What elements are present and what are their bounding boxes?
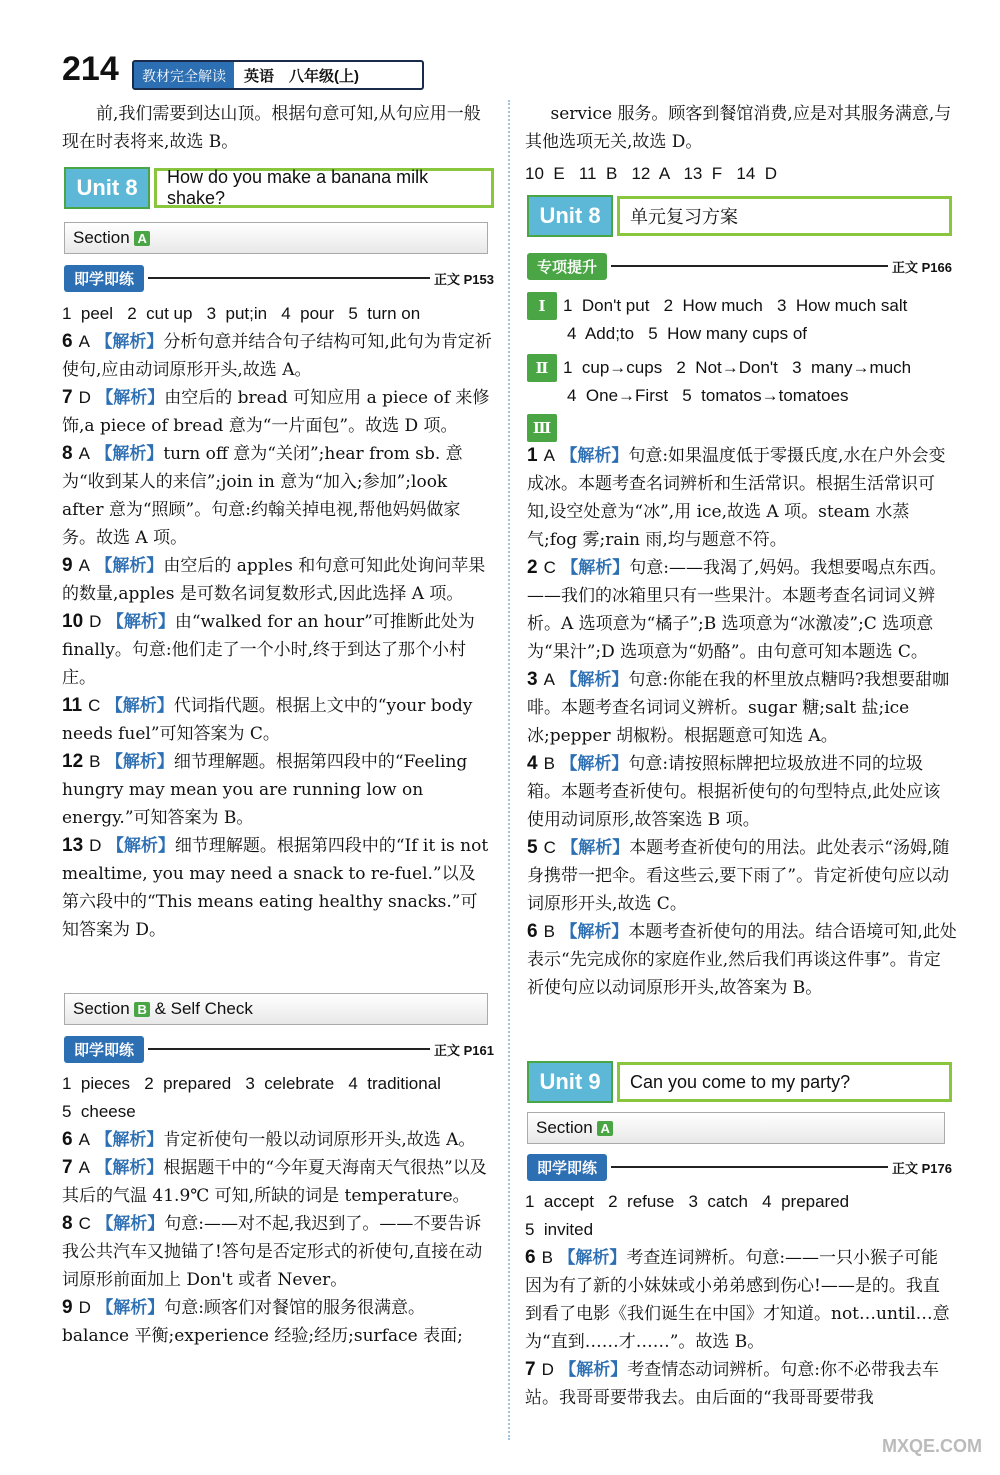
answer-item	[527, 834, 957, 918]
section-label: Section	[73, 999, 130, 1018]
right-intro-block	[525, 100, 955, 188]
item-number: 13	[62, 835, 84, 856]
item-text: 由“walked for an hour”可推断此处为 finally。句意:他们走了一个小时,终于到达了那个小村庄。	[62, 612, 475, 688]
left-column	[62, 100, 492, 156]
roman3-line	[527, 414, 957, 442]
answer-item	[62, 608, 492, 692]
item-text: 由空后的 bread 可知应用 a piece of 来修饰,a piece of bread 意为“一片面包”。故选 D 项。	[62, 388, 490, 436]
item-text: 细节理解题。根据第四段中的“If it is not mealtime, you may need a snack to re-fuel.”以及第六段中的“This means eating healthy snacks.”可知答案为 D。	[62, 836, 489, 940]
item-number: 8	[62, 1213, 73, 1234]
item-text: 句意:你能在我的杯里放点糖吗?我想要甜咖啡。本题考查名词词义辨析。sugar 糖;salt 盐;ice 冰;pepper 胡椒粉。根据题意可知选 A。	[527, 670, 950, 746]
left-answers-a	[62, 300, 492, 944]
page-number: 214	[62, 50, 119, 88]
item-number: 12	[62, 751, 84, 772]
practice-a-bar	[64, 265, 494, 291]
analysis-tag: 【解析】	[95, 444, 164, 463]
unit9-badge: Unit 9	[527, 1061, 613, 1103]
section-letter: A	[597, 1121, 612, 1136]
practice-b-bar	[64, 1036, 494, 1062]
analysis-tag: 【解析】	[95, 1130, 164, 1149]
item-answer: A	[78, 1158, 90, 1177]
item-text: 本题考查祈使句的用法。结合语境可知,此处表示“先完成你的家庭作业,然后我们再谈这件事”。肯定祈使句应以动词原形开头,故答案为 B。	[527, 922, 957, 998]
item-answer: C	[543, 558, 556, 577]
item-number: 9	[62, 555, 73, 576]
item-answer: C	[78, 1214, 91, 1233]
answer-item	[527, 750, 957, 834]
item-number: 2	[527, 557, 538, 578]
answer-item	[527, 554, 957, 666]
unit8-header	[64, 168, 494, 208]
analysis-tag: 【解析】	[96, 1298, 165, 1317]
answer-item	[62, 748, 492, 832]
item-text: 句意:顾客们对餐馆的服务很满意。balance 平衡;experience 经验;经历;surface 表面;	[62, 1298, 463, 1346]
item-answer: D	[541, 1360, 554, 1379]
item-number: 8	[62, 443, 73, 464]
left-intro: 前,我们需要到达山顶。根据句意可知,从句应用一般现在时表将来,故选 B。	[62, 104, 481, 152]
answer-item	[525, 1356, 955, 1412]
item-number: 6	[62, 1129, 73, 1150]
section-letter: B	[134, 1002, 149, 1017]
answer-item	[62, 692, 492, 748]
analysis-tag: 【解析】	[559, 1360, 628, 1379]
series-label: 教材完全解读	[134, 62, 234, 88]
item-answer: B	[543, 922, 555, 941]
special-ref: 正文 P166	[892, 259, 952, 275]
item-answer: B	[543, 754, 555, 773]
item-answer: A	[543, 670, 555, 689]
roman2-line1: Ⅱ 1 cup→cups 2 Not→Don't 3 many→much	[527, 354, 957, 382]
answer-item	[62, 552, 492, 608]
item-text: 分析句意并结合句子结构可知,此句为肯定祈使句,应由动词原形开头,故选 A。	[62, 332, 492, 380]
section-letter: A	[134, 231, 149, 246]
item-text: 考查情态动词辨析。句意:你不必带我去车站。我哥哥要带我去。由后面的“我哥哥要带我	[525, 1360, 939, 1408]
item-number: 10	[62, 611, 84, 632]
section-label: Section	[73, 228, 130, 247]
roman-mark: Ⅰ	[527, 292, 557, 320]
watermark: MXQE.COM	[881, 1436, 982, 1456]
analysis-tag: 【解析】	[105, 696, 174, 715]
unit9-title: Can you come to my party?	[617, 1062, 952, 1102]
analysis-tag: 【解析】	[560, 754, 629, 773]
practice-ref: 正文 P161	[434, 1042, 494, 1058]
answer-item	[62, 328, 492, 384]
roman-mark: Ⅱ	[527, 354, 557, 382]
practice-line	[148, 1048, 430, 1050]
practice-label: 即学即练	[527, 1154, 607, 1181]
analysis-tag: 【解析】	[95, 1158, 164, 1177]
analysis-tag: 【解析】	[106, 836, 175, 855]
item-answer: C	[543, 838, 556, 857]
item-text: 句意:请按照标牌把垃圾放进不同的垃圾箱。本题考查祈使句。根据祈使句的句型特点,此处应该使用动词原形,故答案选 B 项。	[527, 754, 941, 830]
answers-line: 5 cheese	[62, 1102, 136, 1121]
answers-line: 5 invited	[525, 1220, 594, 1239]
item-answer: A	[543, 446, 555, 465]
answers-line: 1 peel 2 cut up 3 put;in 4 pour 5 turn on	[62, 304, 421, 323]
item-text: 本题考查祈使句的用法。此处表示“汤姆,随身携带一把伞。看这些云,要下雨了”。肯定祈使句应以动词原形开头,故选 C。	[527, 838, 950, 914]
answer-item	[62, 1294, 492, 1350]
practice-label: 即学即练	[64, 1036, 144, 1063]
column-divider	[508, 100, 510, 1440]
item-number: 9	[62, 1297, 73, 1318]
item-number: 11	[62, 695, 83, 716]
unit8-title: How do you make a banana milk shake?	[154, 168, 494, 208]
item-text: 肯定祈使句一般以动词原形开头,故选 A。	[163, 1130, 476, 1150]
unit8-review-header	[527, 196, 952, 236]
item-text: 句意:如果温度低于零摄氏度,水在户外会变成冰。本题考查名词辨析和生活常识。根据生活常识可知,设空处意为“冰”,用 ice,故选 A 项。steam 水蒸气;fog 雾;rain 雨,均与题意不符。	[527, 446, 946, 550]
item-answer: D	[78, 1298, 91, 1317]
answer-item	[62, 440, 492, 552]
practice-ref: 正文 P153	[434, 271, 494, 287]
unit8-review-title: 单元复习方案	[617, 196, 952, 236]
special-label: 专项提升	[527, 253, 607, 280]
roman1-line2: 4 Add;to 5 How many cups of	[567, 324, 808, 343]
right-roman	[527, 292, 957, 1002]
unit8-badge: Unit 8	[527, 195, 613, 237]
item-answer: A	[78, 444, 90, 463]
right-intro: service 服务。顾客到餐馆消费,应是对其服务满意,与其他选项无关,故选 D。	[525, 104, 952, 152]
item-text: 根据题干中的“今年夏天海南天气很热”以及其后的气温 41.9℃ 可知,所缺的词是 temperature。	[62, 1158, 487, 1206]
section-label: Section	[536, 1118, 593, 1137]
item-number: 1	[527, 445, 538, 466]
item-number: 6	[525, 1247, 536, 1268]
item-number: 5	[527, 837, 538, 858]
item-number: 3	[527, 669, 538, 690]
left-answers-b	[62, 1070, 492, 1350]
roman-mark: Ⅲ	[527, 414, 557, 442]
item-text: 细节理解题。根据第四段中的“Feeling hungry may mean you are running low on energy.”可知答案为 B。	[62, 752, 468, 828]
special-bar	[527, 253, 952, 279]
item-answer: B	[89, 752, 101, 771]
analysis-tag: 【解析】	[96, 1214, 165, 1233]
item-number: 4	[527, 753, 538, 774]
item-answer: A	[78, 556, 90, 575]
item-text: 考查连词辨析。句意:——一只小猴子可能因为有了新的小妹妹或小弟弟感到伤心!——是的。我直到看了电影《我们诞生在中国》才知道。not…until…意为“直到……才……”。故选 B。	[525, 1248, 950, 1352]
practice-ref: 正文 P176	[892, 1160, 952, 1176]
analysis-tag: 【解析】	[561, 838, 630, 857]
item-answer: A	[78, 332, 90, 351]
item-text: turn off 意为“关闭”;hear from sb. 意为“收到某人的来信”;join in 意为“加入;参加”;look after 意为“照顾”。句意:约翰关掉电视,帮他妈妈做家务。故选 A 项。	[62, 444, 463, 548]
answers-line: 10 E 11 B 12 A 13 F 14 D	[525, 164, 777, 183]
analysis-tag: 【解析】	[105, 752, 174, 771]
answer-item	[62, 1126, 492, 1154]
item-answer: D	[89, 612, 102, 631]
analysis-tag: 【解析】	[95, 556, 164, 575]
roman2-line2: 4 One→First 5 tomatos→tomatoes	[567, 386, 849, 405]
analysis-tag: 【解析】	[95, 332, 164, 351]
practice-line	[148, 277, 430, 279]
answers-line: 1 accept 2 refuse 3 catch 4 prepared	[525, 1192, 850, 1211]
subject-label: 英语 八年级(上)	[244, 68, 359, 85]
answer-item	[525, 1244, 955, 1356]
practice-u9-bar	[527, 1154, 952, 1180]
answer-item	[62, 832, 492, 944]
item-number: 7	[62, 1157, 73, 1178]
answers-line: 1 pieces 2 prepared 3 celebrate 4 traditional	[62, 1074, 441, 1093]
answer-item	[62, 1210, 492, 1294]
item-number: 6	[62, 331, 73, 352]
item-answer: D	[78, 388, 91, 407]
roman1-line1: Ⅰ 1 Don't put 2 How much 3 How much salt	[527, 292, 957, 320]
section-rest: & Self Check	[154, 999, 253, 1018]
unit8-badge: Unit 8	[64, 167, 150, 209]
answer-item	[62, 384, 492, 440]
practice-line	[611, 1166, 888, 1168]
answer-item	[527, 666, 957, 750]
analysis-tag: 【解析】	[560, 922, 629, 941]
item-answer: B	[541, 1248, 553, 1267]
item-text: 代词指代题。根据上文中的“your body needs fuel”可知答案为 C。	[62, 696, 473, 744]
section-a-bar-u9	[527, 1112, 945, 1144]
item-number: 7	[525, 1359, 536, 1380]
unit9-header	[527, 1062, 952, 1102]
item-answer: D	[89, 836, 102, 855]
right-answers-u9	[525, 1188, 955, 1412]
analysis-tag: 【解析】	[560, 446, 629, 465]
special-line	[611, 265, 888, 267]
section-b-bar	[64, 993, 488, 1025]
item-text: 句意:——对不起,我迟到了。——不要告诉我公共汽车又抛锚了!答句是否定形式的祈使句,直接在动词原形前面加上 Don't 或者 Never。	[62, 1214, 483, 1290]
item-answer: A	[78, 1130, 90, 1149]
item-text: 句意:——我渴了,妈妈。我想要喝点东西。——我们的冰箱里只有一些果汁。本题考查名词词义辨析。A 选项意为“橘子”;B 选项意为“冰激凌”;C 选项意为“果汁”;D 选项意为“奶酪”。由句意可知本题选 C。	[527, 558, 947, 662]
item-text: 由空后的 apples 和句意可知此处询问苹果的数量,apples 是可数名词复数形式,因此选择 A 项。	[62, 556, 486, 604]
item-answer: C	[88, 696, 101, 715]
item-number: 7	[62, 387, 73, 408]
analysis-tag: 【解析】	[96, 388, 165, 407]
answer-item	[62, 1154, 492, 1210]
section-a-bar	[64, 222, 488, 254]
analysis-tag: 【解析】	[560, 670, 629, 689]
answer-item	[527, 918, 957, 1002]
analysis-tag: 【解析】	[561, 558, 630, 577]
analysis-tag: 【解析】	[106, 612, 175, 631]
item-number: 6	[527, 921, 538, 942]
analysis-tag: 【解析】	[558, 1248, 627, 1267]
header-tag	[132, 60, 424, 90]
answer-item	[527, 442, 957, 554]
practice-label: 即学即练	[64, 265, 144, 292]
